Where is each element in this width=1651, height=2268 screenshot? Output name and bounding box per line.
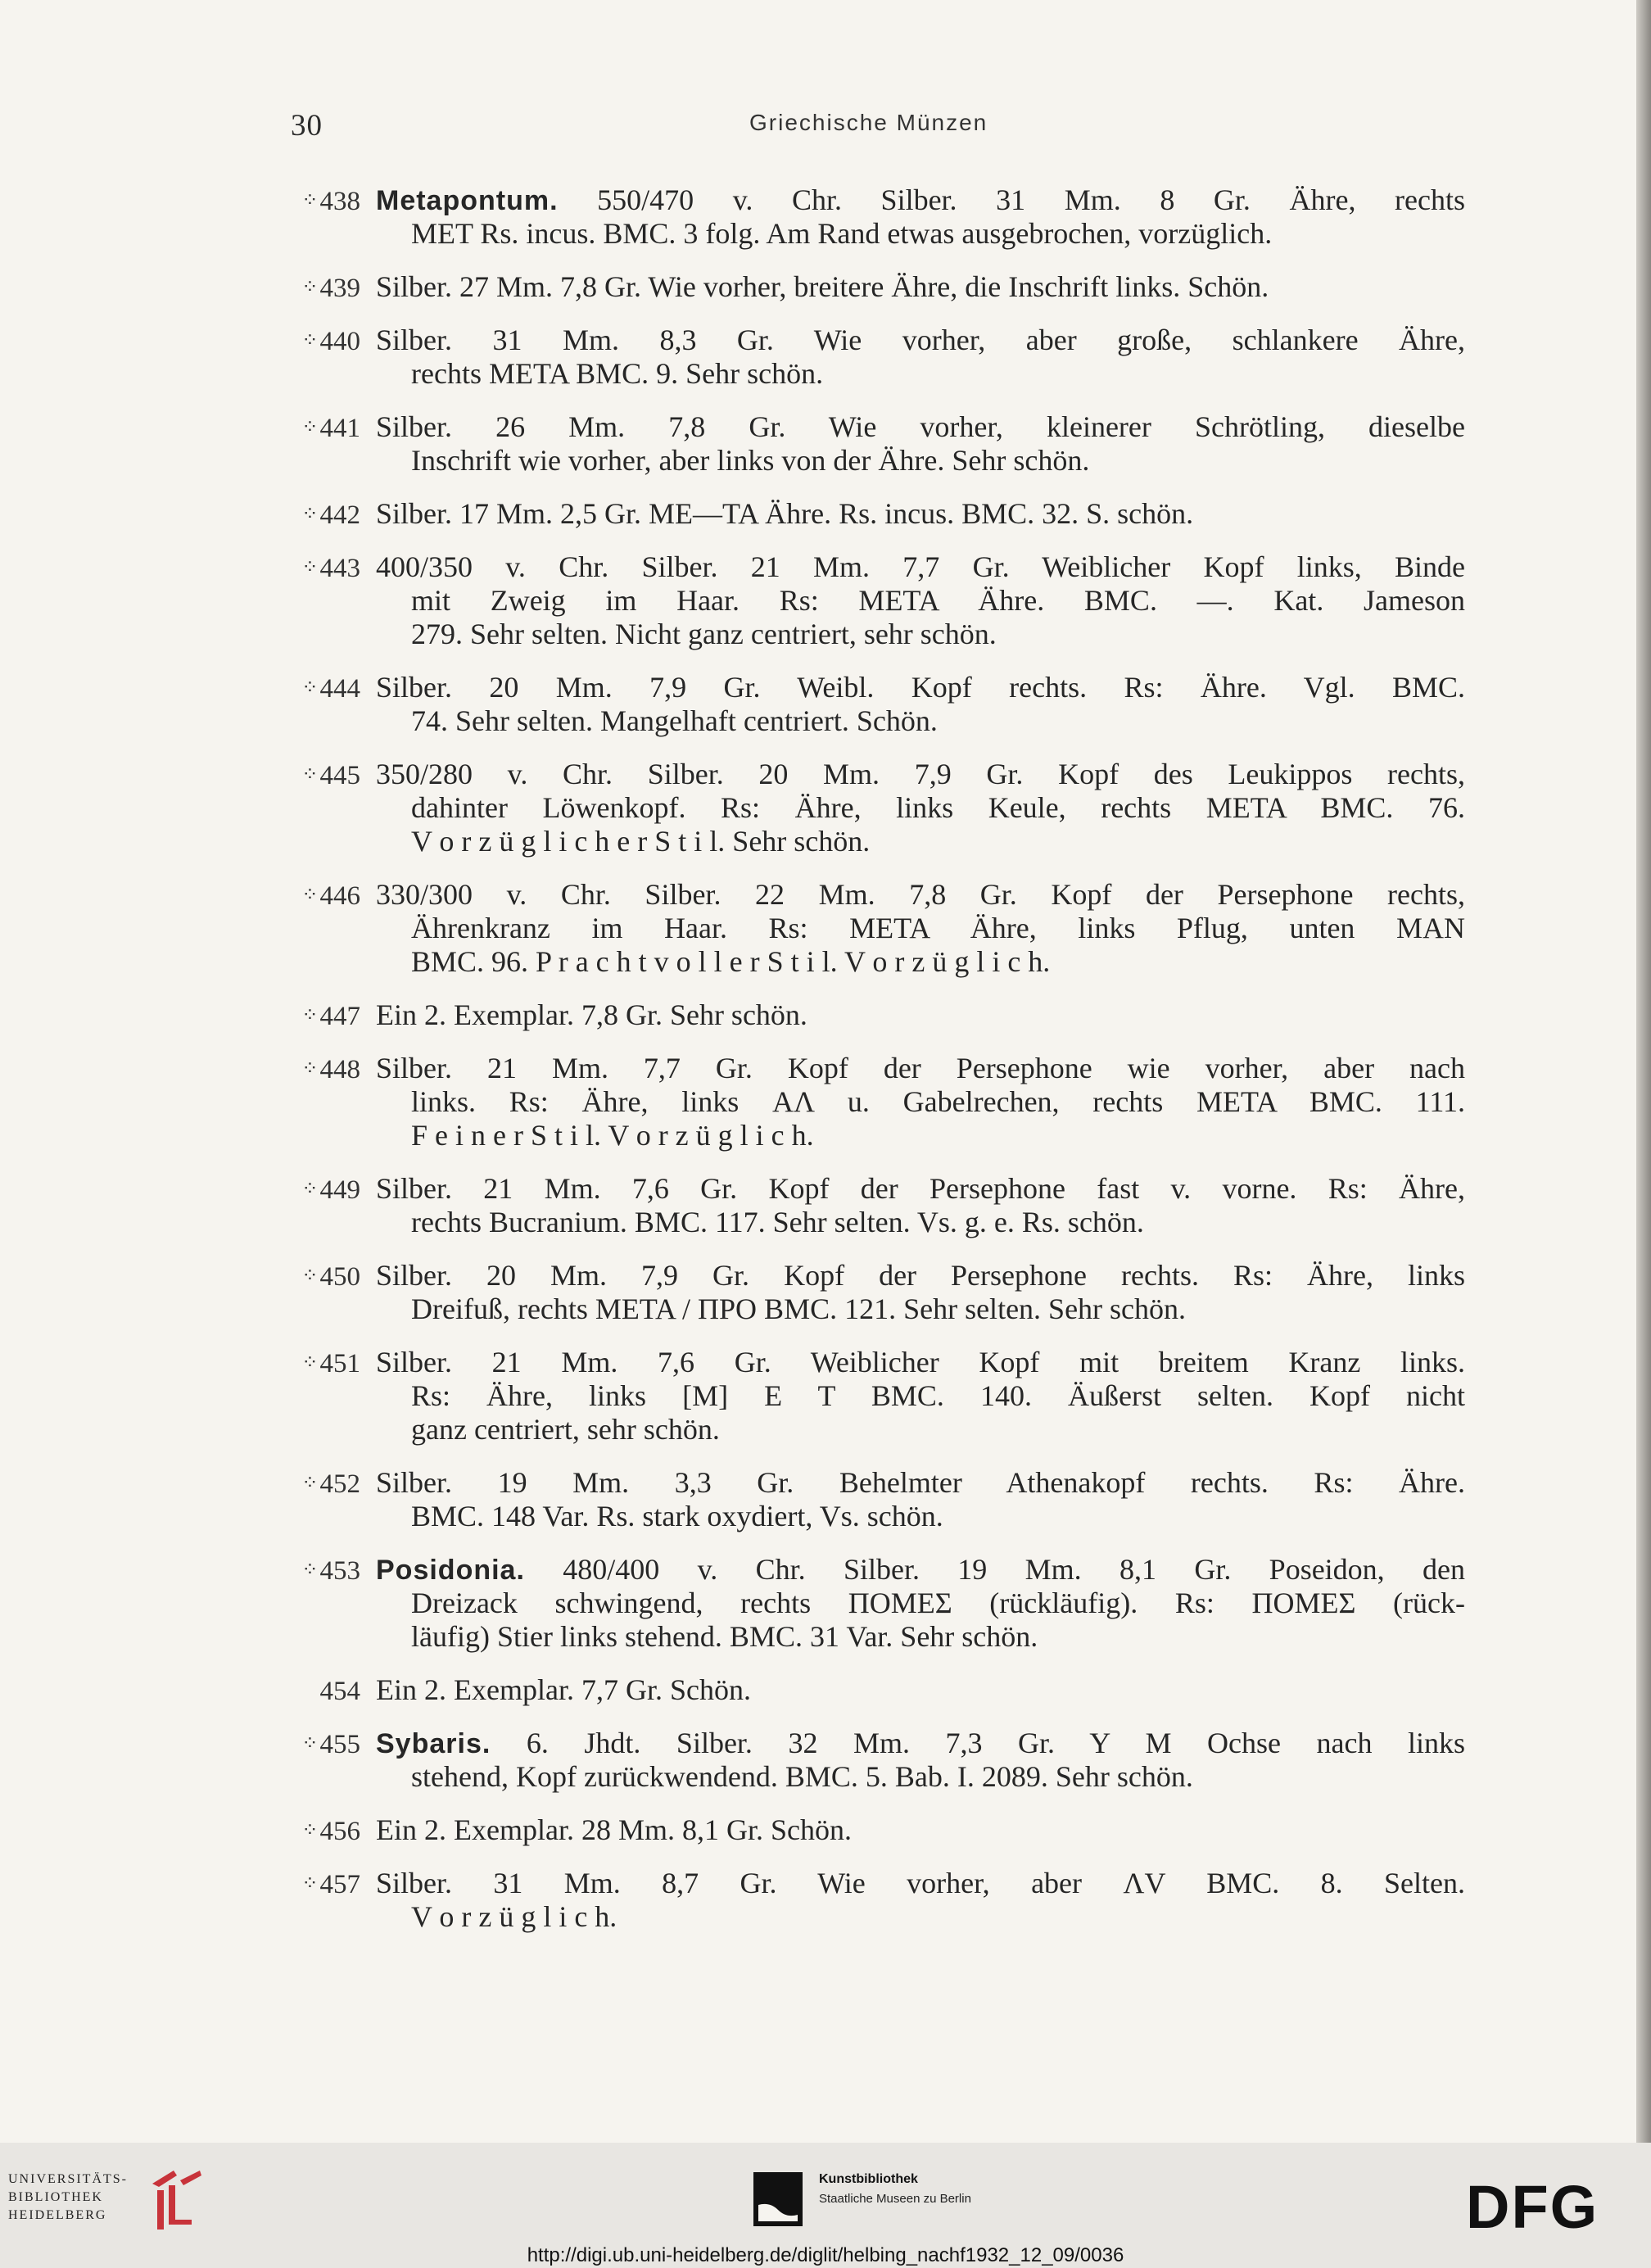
entry-line: Dreifuß, rechts ΜΕΤΑ / ΠΡΟ BMC. 121. Sehr selten. Sehr schön. bbox=[411, 1292, 1187, 1325]
illustrated-marker-icon: ⁘ bbox=[301, 1560, 319, 1581]
entry-line: BMC. 96. P r a c h t v o l l e r S t i l. V o r z ü g l i c h. bbox=[411, 945, 1051, 978]
illustrated-marker-icon: ⁘ bbox=[301, 504, 319, 525]
mint-heading: Sybaris. bbox=[376, 1728, 491, 1759]
lot-number-value: 452 bbox=[319, 1469, 360, 1499]
entry-line: Metapontum. 550/470 v. Chr. Silber. 31 Mm. 8 Gr. Ähre, rechts bbox=[376, 183, 1465, 216]
lot-number bbox=[291, 554, 360, 584]
entry-line: Silber. 31 Mm. 8,3 Gr. Wie vorher, aber große, schlankere Ähre, bbox=[376, 324, 1465, 356]
lot-number-value: 445 bbox=[319, 761, 360, 790]
entry-line: Ein 2. Exemplar. 28 Mm. 8,1 Gr. Schön. bbox=[376, 1813, 852, 1846]
lot-number-value: 453 bbox=[319, 1556, 360, 1586]
page-title: Griechische Münzen bbox=[749, 110, 988, 135]
lot-number-value: 440 bbox=[319, 327, 360, 356]
entry-line: 350/280 v. Chr. Silber. 20 Mm. 7,9 Gr. Kopf des Leukippos rechts, bbox=[376, 758, 1465, 790]
entry-line: Ein 2. Exemplar. 7,7 Gr. Schön. bbox=[376, 1673, 751, 1706]
entry-line: Silber. 21 Mm. 7,7 Gr. Kopf der Persephone wie vorher, aber nach bbox=[376, 1052, 1465, 1084]
entry-line: 279. Sehr selten. Nicht ganz centriert, sehr schön. bbox=[411, 618, 997, 650]
entry-line: Ährenkranz im Haar. Rs: ΜΕΤΑ Ähre, links Pflug, unten ΜΑΝ bbox=[411, 912, 1465, 944]
entry-line: Silber. 19 Mm. 3,3 Gr. Behelmter Athenakopf rechts. Rs: Ähre. bbox=[376, 1466, 1465, 1499]
lot-number bbox=[291, 881, 360, 912]
lot-number bbox=[291, 674, 360, 704]
illustrated-marker-icon: ⁘ bbox=[301, 1179, 319, 1200]
kunstbibliothek-name: Kunstbibliothek bbox=[819, 2172, 918, 2186]
entry-line: BMC. 148 Var. Rs. stark oxydiert, Vs. schön. bbox=[411, 1500, 943, 1532]
entry-line: 74. Sehr selten. Mangelhaft centriert. Schön. bbox=[411, 704, 938, 737]
lot-number bbox=[291, 1349, 360, 1379]
illustrated-marker-icon: ⁘ bbox=[301, 330, 319, 351]
lot-number bbox=[291, 1677, 360, 1707]
illustrated-marker-icon: ⁘ bbox=[301, 677, 319, 699]
running-head bbox=[0, 108, 1651, 157]
illustrated-marker-icon: ⁘ bbox=[301, 1820, 319, 1841]
lot-number-value: 446 bbox=[319, 881, 360, 911]
dfg-logo-icon[interactable] bbox=[1466, 2179, 1626, 2233]
kunstbibliothek-logo-icon[interactable] bbox=[753, 2172, 803, 2226]
ub-line: BIBLIOTHEK bbox=[8, 2190, 103, 2204]
lot-number-value: 455 bbox=[319, 1730, 360, 1759]
entry-line: Dreizack schwingend, rechts ΠΟΜΕΣ (rückläufig). Rs: ΠΟΜΕΣ (rück- bbox=[411, 1587, 1465, 1619]
entry-line: Silber. 20 Mm. 7,9 Gr. Weibl. Kopf rechts. Rs: Ähre. Vgl. BMC. bbox=[376, 671, 1465, 704]
illustrated-marker-icon: ⁘ bbox=[301, 190, 319, 211]
lot-number bbox=[291, 1817, 360, 1847]
lot-number bbox=[291, 1002, 360, 1032]
entry-line: 400/350 v. Chr. Silber. 21 Mm. 7,7 Gr. Weiblicher Kopf links, Binde bbox=[376, 550, 1465, 583]
entry-line: Silber. 21 Mm. 7,6 Gr. Weiblicher Kopf mit breitem Kranz links. bbox=[376, 1346, 1465, 1378]
ub-heidelberg-wordmark[interactable] bbox=[8, 2171, 128, 2225]
lot-number-value: 450 bbox=[319, 1262, 360, 1292]
lot-number-value: 451 bbox=[319, 1349, 360, 1378]
entry-line: Silber. 17 Mm. 2,5 Gr. ΜΕ—ΤΑ Ähre. Rs. incus. BMC. 32. S. schön. bbox=[376, 497, 1194, 530]
lot-number-value: 439 bbox=[319, 274, 360, 303]
mint-heading: Posidonia. bbox=[376, 1555, 525, 1586]
entry-line: V o r z ü g l i c h e r S t i l. Sehr schön. bbox=[411, 825, 871, 858]
entry-line: dahinter Löwenkopf. Rs: Ähre, links Keule, rechts ΜΕΤΑ BMC. 76. bbox=[411, 791, 1465, 824]
footer-bar bbox=[0, 2143, 1651, 2268]
illustrated-marker-icon: ⁘ bbox=[301, 1058, 319, 1080]
lot-number bbox=[291, 1055, 360, 1085]
lot-number bbox=[291, 500, 360, 531]
entry-line: Rs: Ähre, links [M] E T BMC. 140. Äußerst selten. Kopf nicht bbox=[411, 1379, 1465, 1412]
source-url[interactable]: http://digi.ub.uni-heidelberg.de/diglit/helbing_nachf1932_12_09/0036 bbox=[527, 2244, 1124, 2266]
dfg-wordmark: DFG bbox=[1466, 2179, 1599, 2233]
entry-line: Silber. 26 Mm. 7,8 Gr. Wie vorher, kleinerer Schrötling, dieselbe bbox=[376, 410, 1465, 443]
lot-number-value: 441 bbox=[319, 414, 360, 443]
lot-number bbox=[291, 1556, 360, 1587]
entry-line: Silber. 20 Mm. 7,9 Gr. Kopf der Persephone rechts. Rs: Ähre, links bbox=[376, 1259, 1465, 1292]
entry-line: links. Rs: Ähre, links ΑΛ u. Gabelrechen, rechts ΜΕΤΑ BMC. 111. bbox=[411, 1085, 1465, 1118]
illustrated-marker-icon: ⁘ bbox=[301, 1733, 319, 1754]
page-edge-shadow bbox=[1636, 0, 1651, 2143]
lot-number-value: 444 bbox=[319, 674, 360, 704]
entry-line: Ein 2. Exemplar. 7,8 Gr. Sehr schön. bbox=[376, 998, 807, 1031]
lot-number-value: 454 bbox=[319, 1677, 360, 1706]
illustrated-marker-icon: ⁘ bbox=[301, 417, 319, 438]
lot-number bbox=[291, 274, 360, 304]
entry-line: mit Zweig im Haar. Rs: ΜΕΤΑ Ähre. BMC. —. Kat. Jameson bbox=[411, 584, 1465, 617]
entry-line: Posidonia. 480/400 v. Chr. Silber. 19 Mm. 8,1 Gr. Poseidon, den bbox=[376, 1553, 1465, 1586]
lot-number-value: 443 bbox=[319, 554, 360, 583]
entry-line: ΜΕΤ Rs. incus. BMC. 3 folg. Am Rand etwas ausgebrochen, vorzüglich. bbox=[411, 217, 1273, 250]
lot-number-value: 438 bbox=[319, 187, 360, 216]
lot-number-value: 442 bbox=[319, 500, 360, 530]
illustrated-marker-icon: ⁘ bbox=[301, 1873, 319, 1895]
entry-line: Silber. 31 Mm. 8,7 Gr. Wie vorher, aber ΛV BMC. 8. Selten. bbox=[376, 1867, 1465, 1899]
page-number: 30 bbox=[291, 109, 323, 143]
ub-line: UNIVERSITÄTS- bbox=[8, 2172, 128, 2186]
lot-number bbox=[291, 327, 360, 357]
lot-number bbox=[291, 1870, 360, 1900]
lot-number bbox=[291, 1730, 360, 1760]
lot-number bbox=[291, 761, 360, 791]
illustrated-marker-icon: ⁘ bbox=[301, 1265, 319, 1287]
illustrated-marker-icon: ⁘ bbox=[301, 885, 319, 906]
illustrated-marker-icon: ⁘ bbox=[301, 1473, 319, 1494]
lot-number-value: 448 bbox=[319, 1055, 360, 1084]
lot-number-value: 447 bbox=[319, 1002, 360, 1031]
entry-line: Silber. 21 Mm. 7,6 Gr. Kopf der Persephone fast v. vorne. Rs: Ähre, bbox=[376, 1172, 1465, 1205]
entry-line: Inschrift wie vorher, aber links von der Ähre. Sehr schön. bbox=[411, 444, 1090, 477]
entry-line: ganz centriert, sehr schön. bbox=[411, 1413, 720, 1446]
illustrated-marker-icon: ⁘ bbox=[301, 557, 319, 578]
lot-number-value: 457 bbox=[319, 1870, 360, 1899]
entry-line: rechts ΜΕΤΑ BMC. 9. Sehr schön. bbox=[411, 357, 824, 390]
entry-line: läufig) Stier links stehend. BMC. 31 Var. Sehr schön. bbox=[411, 1620, 1038, 1653]
ub-line: HEIDELBERG bbox=[8, 2208, 107, 2222]
entry-line: Silber. 27 Mm. 7,8 Gr. Wie vorher, breitere Ähre, die Inschrift links. Schön. bbox=[376, 270, 1269, 303]
illustrated-marker-icon: ⁘ bbox=[301, 764, 319, 785]
illustrated-marker-icon: ⁘ bbox=[301, 1005, 319, 1026]
mint-heading: Metapontum. bbox=[376, 185, 559, 216]
lot-number bbox=[291, 1175, 360, 1206]
lot-number bbox=[291, 1262, 360, 1292]
entry-line: 330/300 v. Chr. Silber. 22 Mm. 7,8 Gr. Kopf der Persephone rechts, bbox=[376, 878, 1465, 911]
lot-number bbox=[291, 187, 360, 217]
lot-number bbox=[291, 414, 360, 444]
lot-number bbox=[291, 1469, 360, 1500]
illustrated-marker-icon: ⁘ bbox=[301, 1352, 319, 1374]
entry-line: V o r z ü g l i c h. bbox=[411, 1900, 617, 1933]
entry-line: stehend, Kopf zurückwendend. BMC. 5. Bab. I. 2089. Sehr schön. bbox=[411, 1760, 1193, 1793]
lot-number-value: 456 bbox=[319, 1817, 360, 1846]
entry-line: Sybaris. 6. Jhdt. Silber. 32 Mm. 7,3 Gr. Y M Ochse nach links bbox=[376, 1727, 1465, 1759]
entry-line: F e i n e r S t i l. V o r z ü g l i c h. bbox=[411, 1119, 814, 1152]
ub-heidelberg-logo-icon[interactable] bbox=[141, 2167, 205, 2233]
kunstbibliothek-subtitle: Staatliche Museen zu Berlin bbox=[819, 2192, 971, 2206]
entry-line: rechts Bucranium. BMC. 117. Sehr selten. Vs. g. e. Rs. schön. bbox=[411, 1206, 1144, 1238]
illustrated-marker-icon: ⁘ bbox=[301, 277, 319, 298]
lot-number-value: 449 bbox=[319, 1175, 360, 1205]
